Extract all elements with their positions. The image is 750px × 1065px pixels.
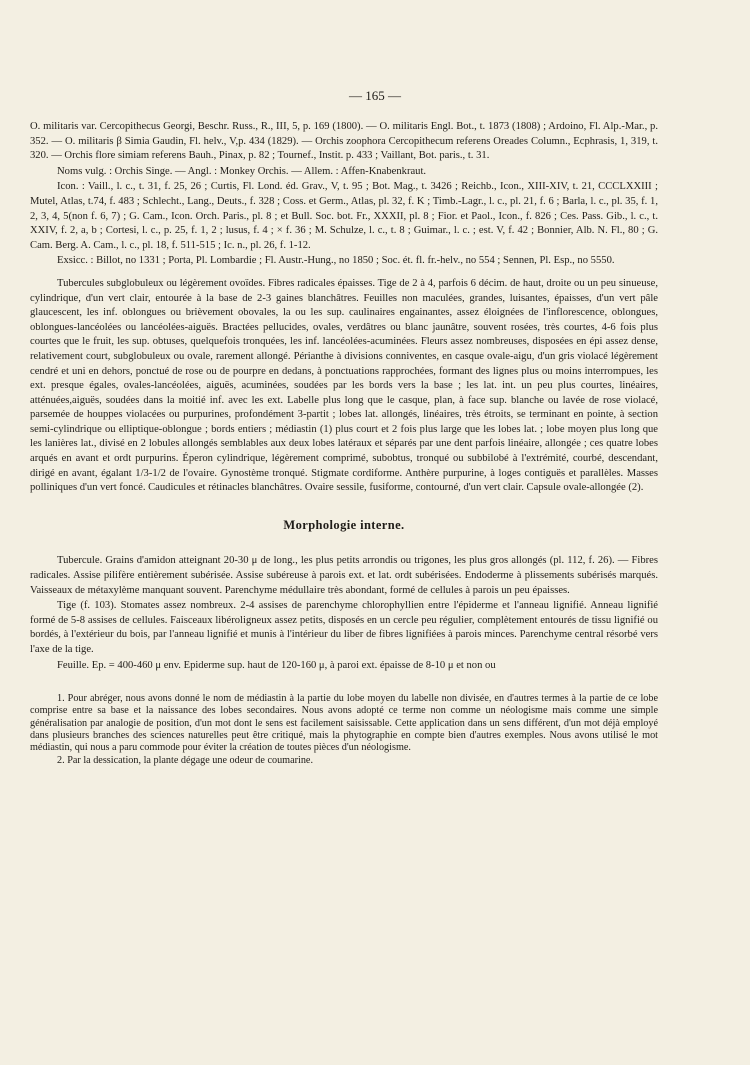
stem-paragraph: Tige (f. 103). Stomates assez nombreux. 2-4 assises de parenchyme chlorophyllien entre l'épiderme et l'anneau lignifié. Anneau lignifié formé de 5-8 assises de cellules. Faisceaux libéroligneux assez petits, disposés en un cercle peu régulier, complètement entourés de tissu lignifié ou bordés, à l'extérieur du bois, par l'anneau lignifié et munis à l'intérieur du liber de fibres lignifiées à parois minces. Parenchyme central résorbé vers l'axe de la tige.: [30, 600, 658, 655]
footnote-2: 2. Par la dessication, la plante dégage une odeur de coumarine.: [57, 755, 314, 767]
description-paragraph: Tubercules subglobuleux ou légèrement ovoïdes. Fibres radicales épaisses. Tige de 2 à 4, parfois 6 décim. de haut, droite ou un peu sinueuse, cylindrique, d'un vert clair, entourée à la base de 2-3 gaines blanchâtres. Feuilles non maculées, grandes, luisantes, épaisses, d'un vert pâle glaucescent, les inf. oblongues ou brièvement obovales, la ou les sup. caulinaires engainantes, assez éloignées de l'inflorescence, oblongues, oblongues-lancéolées ou lancéolées-aiguës. Bractées pellucides, ovales, verdâtres ou blanc jaunâtre, souvent rosées, très courtes, 4-6 fois plus courtes que le fruit, les sup. obtuses, quelquefois tronquées, les inf. lancéolées-acuminées. Fleurs assez nombreuses, disposées en épi assez dense, relativement court, subglobuleux ou ovale, rarement allongé. Périanthe à divisions conniventes, en casque ovale-aigu, d'un gris violacé légèrement cendré et uni en dehors, ponctué de rose ou de pourpre en dedans, à ponctuations rapprochées, formant des lignes plus ou moins interrompues, les ext. presque égales, ovales-lancéolées, aiguës, acuminées, soudées par les bords vers la base ; les lat. int. un peu plus courtes, linéaires, atténuées,aiguës, soudées dans la moitié inf. avec les ext. Labelle plus long que le casque, plan, à face sup. blanche ou lavée de rose violacé, parsemée de houppes violacées ou purpurines, profondément 3-partit ; lobes lat. allongés, linéaires, très étroits, se terminant en pointe, à section semi-cylindrique ou elliptique-oblongue ; bords entiers ; médiastin (1) plus court et 2 fois plus large que les lobes lat. ; lobe moyen plus long que les lanières lat., divisé en 2 lobules allongés semblables aux deux lobes latéraux et séparés par une dent parfois linéaire, allongée ; ces quatre lobes arqués en avant et ordt purpurins. Éperon cylindrique, légèrement comprimé, subobtus, tronqué ou subbilobé à l'extrémité, courbé, descendant, dirigé en avant, égalant 1/3-1/2 de l'ovaire. Gynostème tronqué. Stigmate cordiforme. Anthère purpurine, à loges contiguës et parallèles. Masses polliniques d'un vert foncé. Caudicules et rétinacles blanchâtres. Ovaire sessile, fusiforme, contourné, d'un vert clair. Capsule ovale-allongée (2).: [30, 277, 658, 494]
iconography-paragraph: Icon. : Vaill., l. c., t. 31, f. 25, 26 ; Curtis, Fl. Lond. éd. Grav., V, t. 95 ; Bot. Mag., t. 3426 ; Reichb., Icon., XIII-XIV, t. 21, CCCLXXIII ; Mutel, Atlas, t.74, f. 483 ; Schlecht., Lang., Deuts., f. 328 ; Coss. et Germ., Atlas, pl. 32, f. K ; Timb.-Lagr., l. c., pl. 21, f. 6 ; Barla, l. c., pl. 35, f. 1, 2, 3, 4, 5(non f. 6, 7) ; G. Cam., Icon. Orch. Paris., pl. 8 ; et Bull. Soc. bot. Fr., XXXII, pl. 8 ; Fior. et Paol., Icon., f. 826 ; Ces. Pass. Gib., l. c., t. XXIV, f. 2, a, b ; Cortesi, l. c., p. 25, f. 1, 2 ; lusus, f. 4 ; × f. 36 ; M. Schulze, l. c., t. 8 ; Guimar., l. c. ; est. V, f. 42 ; Bonnier, Alb. N. Fl., 80 ; G. Cam. Berg. A. Cam., l. c., pl. 18, f. 511-515 ; Ic. n., pl. 26, f. 1-12.: [30, 181, 658, 251]
tuber-paragraph: Tubercule. Grains d'amidon atteignant 20-30 μ de long., les plus petits arrondis ou trigones, les plus gros allongés (pl. 112, f. 26). — Fibres radicales. Assise pilifère entièrement subérisée. Assise subéreuse à parois ext. et lat. ordt subérisées. Endoderme à plissements subérisés marqués. Vaisseaux de métaxylème manquant souvent. Parenchyme médullaire très abondant, formé de cellules à parois un peu épaisses.: [30, 555, 658, 596]
leaf-paragraph: Feuille. Ep. = 400-460 μ env. Epiderme sup. haut de 120-160 μ, à paroi ext. épaisse de 8-10 μ et non ou: [57, 659, 496, 671]
exsiccata-paragraph: Exsicc. : Billot, no 1331 ; Porta, Pl. Lombardie ; Fl. Austr.-Hung., no 1850 ; Soc. ét. fl. fr.-helv., no 554 ; Sennen, Pl. Esp., no 5550.: [57, 255, 615, 267]
common-names-paragraph: Noms vulg. : Orchis Singe. — Angl. : Monkey Orchis. — Allem. : Affen-Knabenkraut.: [57, 165, 427, 177]
footnote-1: 1. Pour abréger, nous avons donné le nom de médiastin à la partie du lobe moyen du labelle non divisée, en d'autres termes à la partie de ce lobe comprise entre sa base et la naissance des lobes secondaires. Nous avons adopté ce terme non comme un néologisme mais comme une simple généralisation par analogie de position, d'un mot dont le sens est facilement saisissable. Cette application dans un sens différent, d'un mot déjà employé dans plusieurs branches des sciences naturelles peut être critiqué, mais la phytographie en compte bien d'autres exemples. Nous avons utilisé le mot médiastin, qui nous a paru commode pour éviter la création de toutes pièces d'un néologisme.: [30, 693, 658, 753]
page-number: — 165 —: [349, 88, 401, 103]
footnotes: [30, 693, 658, 767]
synonymy-paragraph: O. militaris var. Cercopithecus Georgi, Beschr. Russ., R., III, 5, p. 169 (1800). — O. militaris Engl. Bot., t. 1873 (1808) ; Ardoino, Fl. Alp.-Mar., p. 352. — O. militaris β Simia Gaudin, Fl. helv., V,p. 434 (1829). — Orchis zoophora Cercopithecum referens Oreades Column., Ecphrasis, 1, 319, t. 320. — Orchis flore simiam referens Bauh., Pinax, p. 82 ; Tournef., Instit. p. 433 ; Vaillant, Bot. paris., t. 31.: [30, 121, 658, 162]
section-heading: Morphologie interne.: [283, 517, 405, 532]
text-body: [30, 120, 658, 767]
